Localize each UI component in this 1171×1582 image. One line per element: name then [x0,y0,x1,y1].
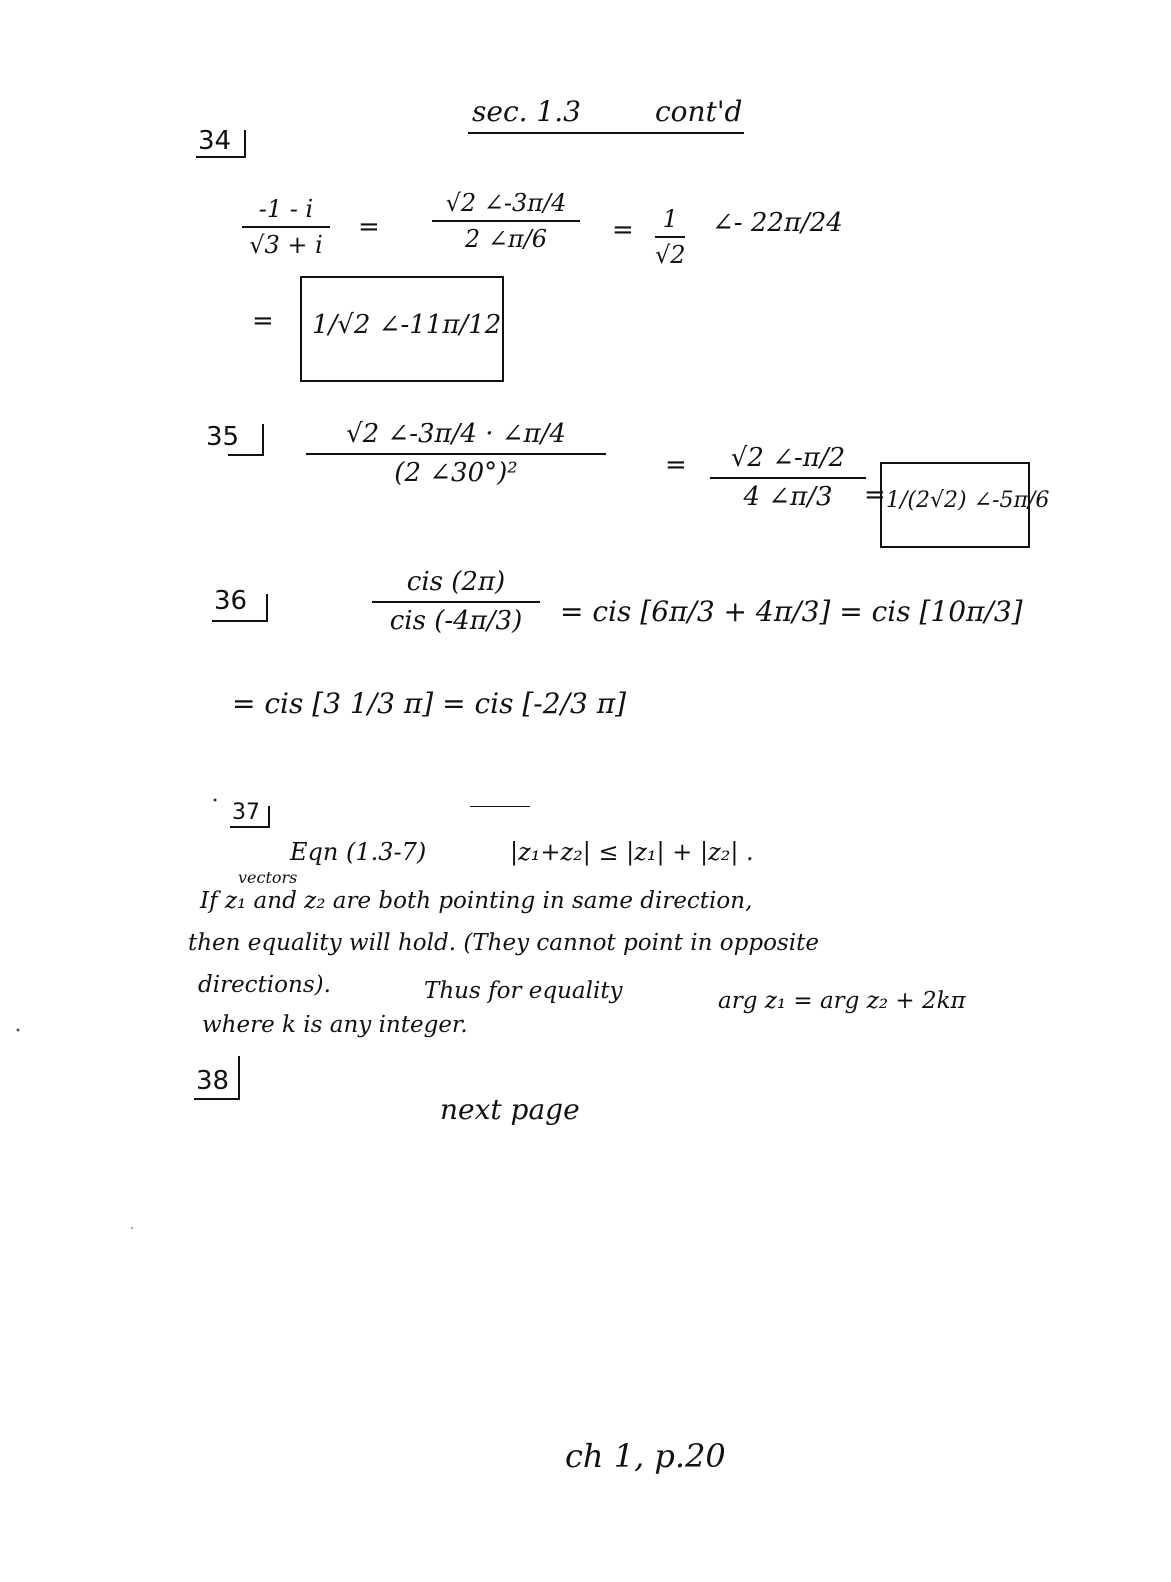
section-contd: cont'd [655,95,743,128]
p35-numerator: √2 ∠-3π/4 · ∠π/4 [346,419,566,449]
p35-mid-denominator: 4 ∠π/3 [743,481,833,512]
p37-line-3c: arg z₁ = arg z₂ + 2kπ [718,988,966,1014]
problem-37-label: 37 [232,800,260,825]
p37-vectors-note: vectors [238,868,298,887]
p36-numerator: cis (2π) [406,567,506,597]
p37-eqn-ref: Eqn (1.3-7) [290,838,427,866]
p34-equals-2: = [612,215,634,245]
p34-lhs-numerator: -1 - i [258,195,314,223]
p37-line-3a: directions). [198,972,331,998]
section-title: sec. 1.3 [472,95,581,128]
problem-35-label: 35 [206,422,240,452]
p36-step1: = cis [6π/3 + 4π/3] = cis [10π/3] [560,595,1023,628]
page-footer: ch 1, p.20 [565,1437,726,1475]
p35-answer: 1/(2√2) ∠-5π/6 [886,488,1050,513]
p34-equals-3: = [252,306,274,336]
p37-line-3b: Thus for equality [424,978,623,1004]
p34-right-coef-den: √2 [655,241,686,270]
p34-mid-numerator: √2 ∠-3π/4 [445,189,567,217]
p37-line-4: where k is any integer. [202,1012,468,1038]
p38-next-page: next page [440,1093,580,1126]
p34-lhs-denominator: √3 + i [249,231,323,260]
p35-mid-numerator: √2 ∠-π/2 [730,443,846,473]
p34-right-angle: ∠- 22π/24 [712,208,843,238]
p34-equals-1: = [358,212,380,242]
problem-36-label: 36 [214,586,248,616]
problem-34-label: 34 [198,126,232,156]
problem-38-label: 38 [196,1066,230,1096]
p35-denominator: (2 ∠30°)² [394,457,518,488]
p37-line-2: then equality will hold. (They cannot point in opposite [188,930,819,956]
p35-equals-2: = [864,480,886,510]
p34-mid-denominator: 2 ∠π/6 [464,225,548,254]
p35-equals-1: = [665,450,687,480]
p37-line-1: If z₁ and z₂ are both pointing in same direction, [200,888,753,914]
p36-denominator: cis (-4π/3) [389,605,523,636]
p37-inequality: |z₁+z₂| ≤ |z₁| + |z₂| . [510,838,754,866]
p34-answer: 1/√2 ∠-11π/12 [312,310,502,340]
p36-step2: = cis [3 1/3 π] = cis [-2/3 π] [232,687,627,720]
p34-right-coef-num: 1 [662,205,678,233]
